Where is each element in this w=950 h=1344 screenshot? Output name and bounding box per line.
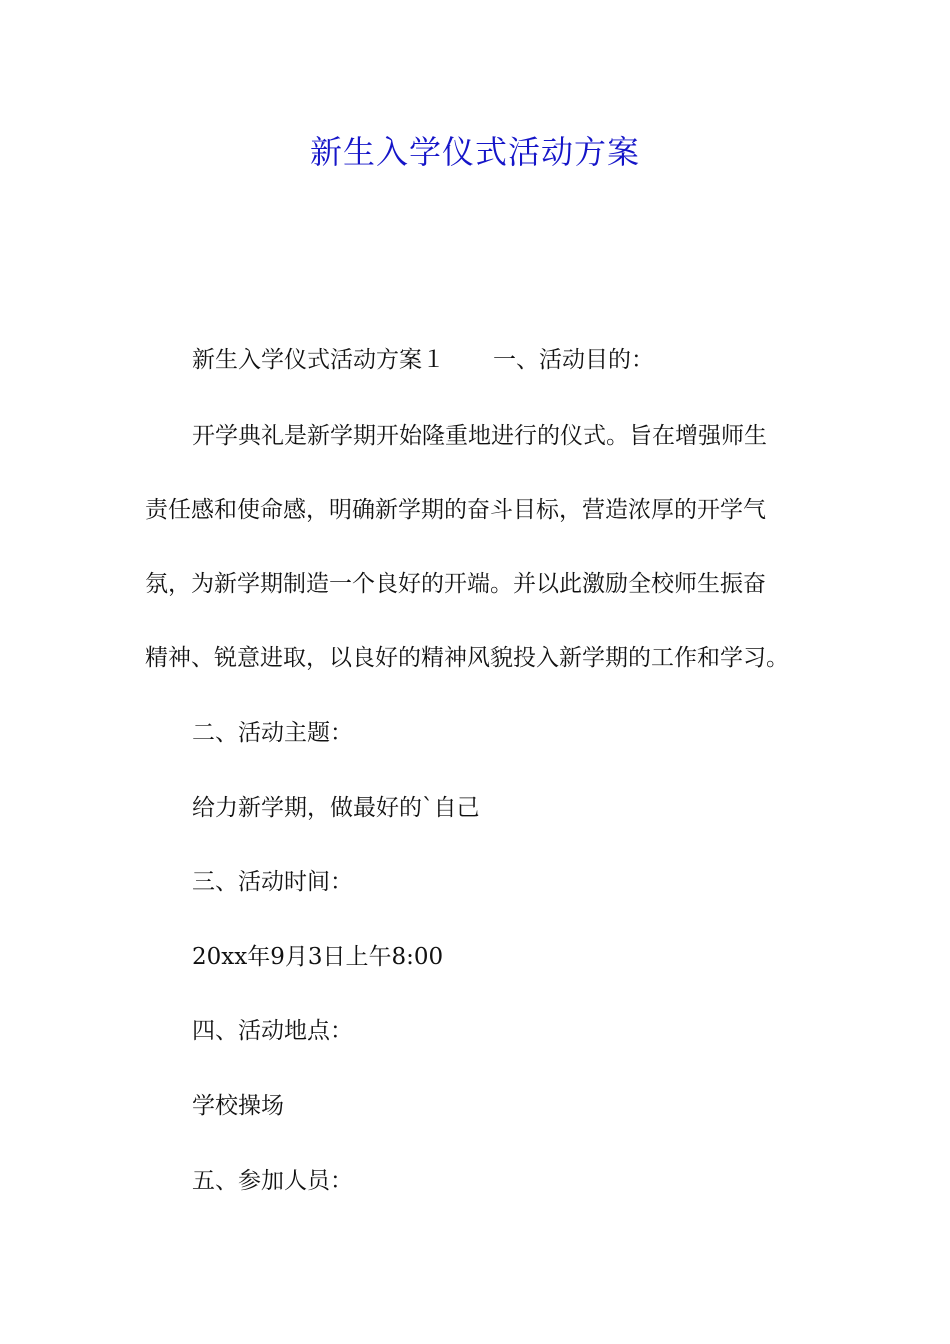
purpose-heading: 一、活动目的： <box>493 347 654 373</box>
participants-heading: 五、参加人员： <box>192 1168 353 1194</box>
plan-subtitle: 新生入学仪式活动方案１ <box>192 347 445 373</box>
place-text: 学校操场 <box>192 1093 284 1119</box>
section-heading-line <box>192 345 654 375</box>
purpose-line: 开学典礼是新学期开始隆重地进行的仪式。旨在增强师生 <box>192 423 767 449</box>
purpose-line: 精神、锐意进取，以良好的精神风貌投入新学期的工作和学习。 <box>145 645 789 671</box>
theme-text: 给力新学期，做最好的`自己 <box>192 795 480 821</box>
purpose-line: 氛，为新学期制造一个良好的开端。并以此激励全校师生振奋 <box>145 571 766 597</box>
time-text: 20xx年9月3日上午8:00 <box>192 944 444 970</box>
time-heading: 三、活动时间： <box>192 869 353 895</box>
theme-heading: 二、活动主题： <box>192 720 353 746</box>
place-heading: 四、活动地点： <box>192 1018 353 1044</box>
purpose-line: 责任感和使命感，明确新学期的奋斗目标，营造浓厚的开学气 <box>145 497 766 523</box>
document-title: 新生入学仪式活动方案 <box>309 133 640 171</box>
